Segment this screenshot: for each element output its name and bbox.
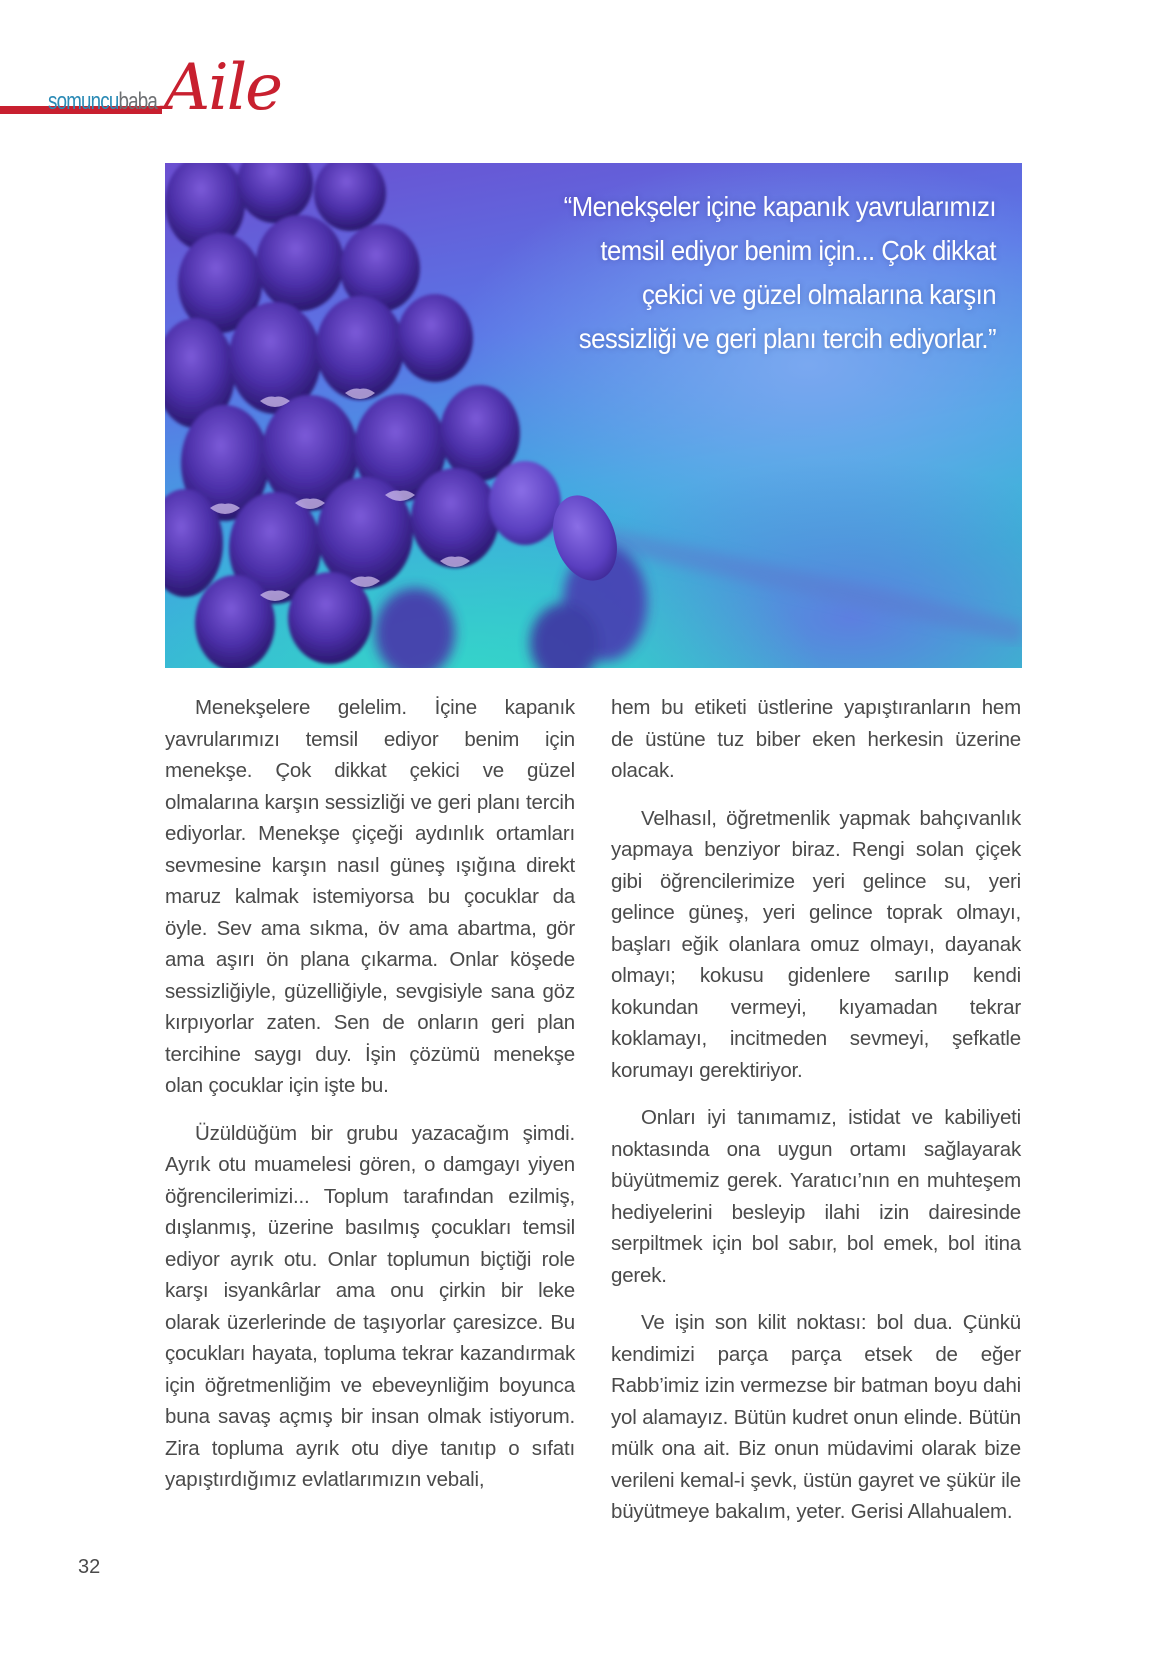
magazine-logo [48,51,282,128]
article-column-right [611,692,1021,1544]
logo-script-aile: Aile [164,51,282,125]
paragraph-continuation: hem bu etiketi üstlerine yapıştıranların hem de üstüne tuz biber eken herkesin üzerine olacak. [611,696,1021,782]
hero-photo [165,163,1022,668]
logo-part-somuncu: somuncu [48,88,119,115]
paragraph: Onları iyi tanımamız, istidat ve kabiliyeti noktasında ona uygun ortamı sağlayarak büyütmemiz gerek. Yaratıcı’nın en muhteşem hediyelerini besleyip ilahi izin dairesinde serpiltmek için bol sabır, bol emek, bol itina gerek. [611,1106,1021,1287]
paragraph: Velhasıl, öğretmenlik yapmak bahçıvanlık yapmaya benziyor biraz. Rengi solan çiçek gibi öğrencilerimize yeri gelince su, yeri gelince güneş, yeri gelince toprak olmayı, başları eğik olanlara omuz olmayı, dayanak olmayı; kokusu gidenlere sarılıp kendi kokundan vermeyi, kıyamadan tekrar koklamayı, incitmeden sevmeyi, şefkatle korumayı gerektiriyor. [611,806,1021,1082]
article-column-left [165,692,575,1512]
paragraph: Menekşelere gelelim. İçine kapanık yavrularımızı temsil ediyor benim için menekşe. Çok dikkat çekici ve güzel olmalarına karşın sessizliği ve geri planı tercih ediyorlar. Menekşe çiçeği aydınlık ortamları sevmesine karşın nasıl güneş ışığına direkt maruz kalmak istemiyorsa bu çocuklar da öyle. Sev ama sıkma, öv ama abartma, gör ama aşırı ön plana çıkarma. Onlar köşede sessizliğiyle, güzelliğiyle, sevgisiyle sana göz kırpıyorlar zaten. Sen de onların geri plan tercihine saygı duy. İşin çözümü menekşe olan çocuklar için işte bu. [165,696,575,1097]
logo-wordmark [48,90,157,128]
pull-quote: “Menekşeler içine kapanık yavrularımızı temsil ediyor benim için... Çok dikkat çekici ve güzel olmalarına karşın sessizliği ve geri planı tercih ediyorlar.” [563,191,996,354]
page-number: 32 [78,1556,101,1578]
paragraph: Üzüldüğüm bir grubu yazacağım şimdi. Ayrık otu muamelesi gören, o damgayı yiyen öğrencilerimizi... Toplum tarafından ezilmiş, dışlanmış, üzerine basılmış çocukları temsil ediyor ayrık otu. Onlar toplumun biçtiği role karşı isyankârlar ama onu çirkin bir leke olarak üzerlerinde de taşıyorlar çaresizce. Bu çocukları hayata, topluma tekrar kazandırmak için öğretmenliğim ve ebeveynliğim boyunca buna savaş açmış bir insan olmak istiyorum. Zira topluma ayrık otu diye tanıtıp o sıfatı yapıştırdığımız evlatlarımızın vebali, [165,1121,575,1491]
logo-part-baba: baba [118,88,158,115]
paragraph: Ve işin son kilit noktası: bol dua. Çünkü kendimizi parça parça etsek de eğer Rabb’imiz izin vermezse bir batman boyu dahi yol alamayız. Bütün kudret onun elinde. Bütün mülk ona ait. Biz onun müdavimi olarak bize verileni kemal-i şevk, üstün gayret ve şükür ile büyütmeye bakalım, yeter. Gerisi Allahualem. [611,1311,1021,1523]
